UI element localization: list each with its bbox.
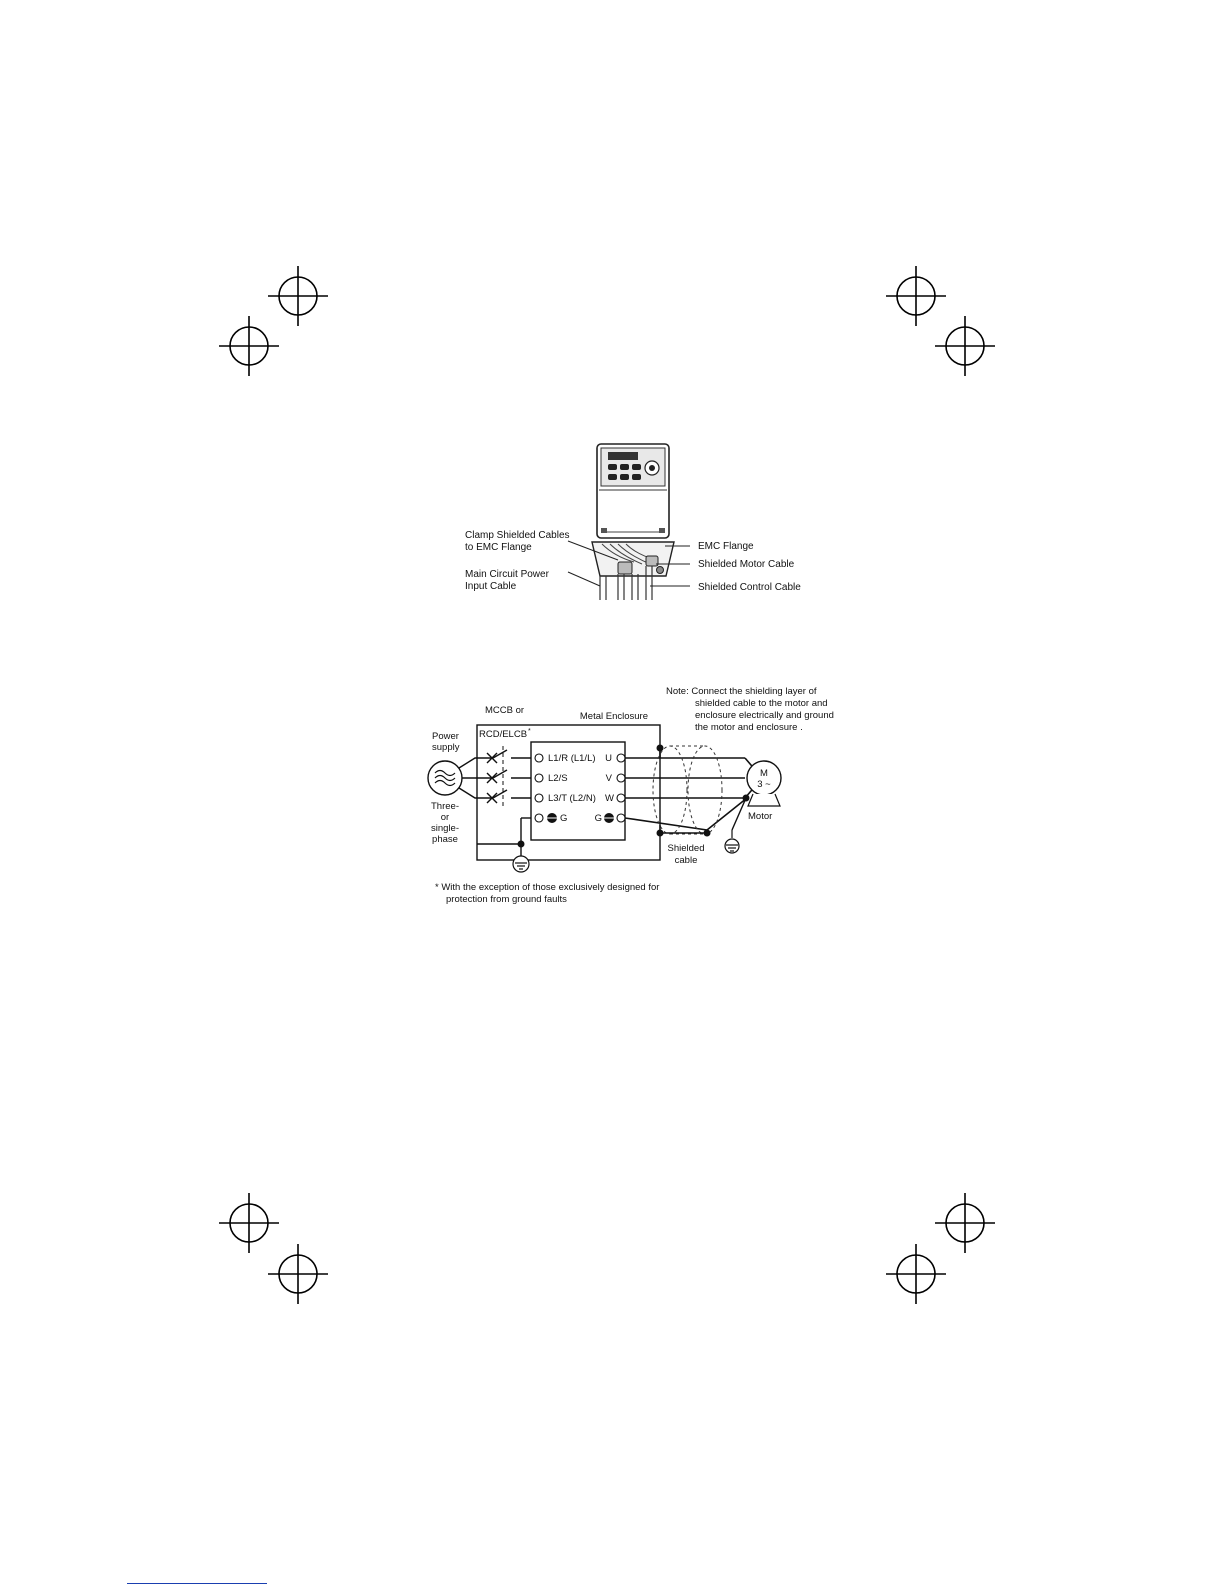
breaker-icon [487, 746, 507, 806]
inverter-ground-wire [477, 818, 531, 856]
power-supply-label-line2: supply [432, 742, 460, 753]
supply-wires [459, 758, 493, 798]
terminal-g-right: G [594, 813, 602, 824]
motor-symbol-m: M [760, 768, 768, 779]
inverter-drawing [597, 444, 669, 538]
footnote-line2: protection from ground faults [446, 894, 567, 905]
metal-enclosure-label: Metal Enclosure [579, 711, 648, 722]
ground-terminal-icon-left [547, 813, 557, 823]
power-supply-label-line1: Power [432, 731, 459, 742]
mccb-label-line1: MCCB or [485, 705, 525, 716]
main-power-callout-line2: Input Cable [465, 581, 517, 592]
registration-mark-top-left-outer [219, 316, 279, 376]
mccb-label-line2: RCD/ELCB [479, 729, 528, 740]
phase-label-line2: or [440, 812, 450, 823]
shielded-wiring-diagram [415, 680, 855, 910]
main-power-callout-line1: Main Circuit Power [465, 569, 549, 580]
terminal-g-left: G [560, 813, 568, 824]
inverter-ground-icon [513, 856, 529, 872]
clamp-callout-line2: to EMC Flange [465, 542, 532, 553]
note-line-3: enclosure electrically and ground [695, 710, 834, 721]
note-line-1: Note: Connect the shielding layer of [666, 686, 817, 697]
terminal-w: W [605, 793, 614, 804]
emc-flange-drawing [592, 542, 674, 576]
note-line-2: shielded cable to the motor and [695, 698, 828, 709]
registration-mark-bottom-right-inner [886, 1244, 946, 1304]
clamp-callout-line1: Clamp Shielded Cables [465, 530, 570, 541]
note-line-4: the motor and enclosure . [695, 722, 803, 733]
registration-mark-top-right-outer [935, 316, 995, 376]
phase-label-line3: single- [431, 823, 459, 834]
emc-installation-figure [460, 440, 820, 602]
ground-terminal-icon-right [604, 813, 614, 823]
shielded-cable-label-line1: Shielded [667, 843, 705, 854]
motor-cable-callout: Shielded Motor Cable [698, 559, 795, 570]
cable-shield [653, 746, 722, 834]
terminal-l2: L2/S [548, 773, 568, 784]
registration-mark-bottom-left-inner [268, 1244, 328, 1304]
terminal-v: V [605, 773, 612, 784]
terminal-l1: L1/R (L1/L) [548, 753, 596, 764]
mccb-asterisk: * [528, 728, 531, 735]
phase-label-line1: Three- [431, 801, 459, 812]
terminal-l3: L3/T (L2/N) [548, 793, 596, 804]
motor-ground-icon [725, 830, 739, 853]
terminal-u: U [605, 753, 612, 764]
emc-flange-callout: EMC Flange [698, 541, 754, 552]
shielded-cable-label-line2: cable [674, 855, 698, 866]
ac-source-icon [428, 761, 462, 795]
footnote-line1: * With the exception of those exclusively designed for [435, 882, 660, 893]
control-cable-callout: Shielded Control Cable [698, 582, 801, 593]
motor-symbol-phase: 3 ~ [757, 779, 771, 790]
phase-label-line4: phase [432, 834, 458, 845]
motor-label: Motor [748, 811, 773, 822]
